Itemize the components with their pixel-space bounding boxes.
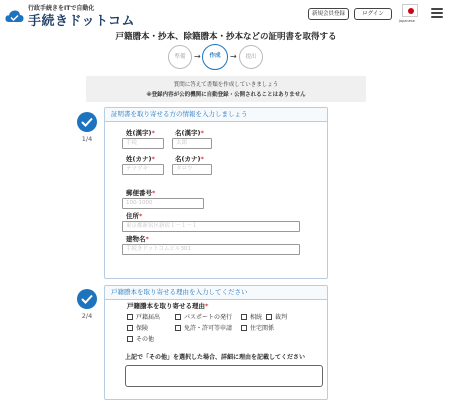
flag-circle: [408, 8, 414, 14]
notice-box: [86, 76, 366, 102]
japan-flag-icon[interactable]: [402, 4, 418, 17]
postal-code-input[interactable]: 100-1000: [122, 198, 204, 209]
first-name-kanji-label: 名(漢字)*: [175, 129, 204, 137]
building-label: 建物名*: [126, 235, 149, 243]
checkbox-box[interactable]: [175, 314, 181, 320]
section-complete-check-icon: [77, 289, 97, 309]
step-prepare: 準備: [168, 45, 192, 69]
checkbox-box[interactable]: [266, 314, 272, 320]
section-complete-check-icon: [77, 112, 97, 132]
cloud-logo-icon: [5, 9, 24, 23]
register-button[interactable]: 新規会員登録: [308, 8, 349, 20]
step-arrow-icon: →: [230, 52, 237, 61]
step-arrow-icon: →: [194, 52, 201, 61]
first-name-kanji-input[interactable]: 太郎: [172, 138, 212, 149]
section-heading: 証明書を取り寄せる方の情報を入力しましょう: [105, 108, 327, 122]
checkbox-box[interactable]: [241, 314, 247, 320]
reason-label: 戸籍謄本を取り寄せる理由*: [127, 302, 209, 310]
section-heading: 戸籍謄本を取り寄せる理由を入力してください: [105, 286, 327, 300]
section-progress: 2/4: [81, 312, 93, 320]
other-reason-textarea[interactable]: [125, 365, 323, 387]
site-header: [0, 0, 452, 28]
logo-tagline: 行政手続きをITで自動化: [28, 5, 95, 12]
other-reason-prompt: 上記で「その他」を選択した場合、詳細に理由を記載してください: [125, 354, 306, 361]
checkbox-box[interactable]: [127, 325, 133, 331]
postal-code-label: 郵便番号*: [126, 189, 156, 197]
last-name-kana-label: 姓(カナ)*: [126, 155, 155, 163]
checkbox-koseki[interactable]: 戸籍届出: [127, 312, 160, 321]
checkbox-box[interactable]: [127, 314, 133, 320]
section-progress: 1/4: [81, 135, 93, 143]
first-name-kana-input[interactable]: タロウ: [172, 164, 212, 175]
checkbox-sonota[interactable]: その他: [127, 334, 154, 343]
last-name-kanji-label: 姓(漢字)*: [126, 129, 155, 137]
checkbox-box[interactable]: [241, 325, 247, 331]
checkbox-hoken[interactable]: 保険: [127, 323, 148, 332]
address-input[interactable]: 東京都新宿区新宿１－１－１: [122, 221, 300, 232]
notice-line: 質問に答えて書類を作成していきましょう: [173, 82, 279, 88]
last-name-kanji-input[interactable]: 手続: [122, 138, 164, 149]
checkbox-jutaku[interactable]: 住宅関係: [241, 323, 274, 332]
hamburger-menu-icon[interactable]: [431, 8, 443, 18]
step-create: 作成: [202, 44, 228, 70]
checkbox-saiban[interactable]: 裁判: [266, 312, 287, 321]
first-name-kana-label: 名(カナ)*: [175, 155, 204, 163]
checkbox-box[interactable]: [175, 325, 181, 331]
address-label: 住所*: [126, 212, 143, 220]
login-button[interactable]: ログイン: [354, 8, 392, 20]
step-submit: 提出: [239, 45, 263, 69]
brand-name[interactable]: 手続きドットコム: [28, 14, 135, 29]
language-label: Japanese: [399, 19, 415, 23]
checkbox-souzoku[interactable]: 相続: [241, 312, 262, 321]
last-name-kana-input[interactable]: テツヅキ: [122, 164, 164, 175]
checkbox-box[interactable]: [127, 336, 133, 342]
checkbox-menkyo[interactable]: 免許・許可等申請: [175, 323, 232, 332]
checkbox-passport[interactable]: パスポートの発行: [175, 312, 232, 321]
building-input[interactable]: 手続きドットコムビル301: [122, 244, 300, 255]
page-title: 戸籍謄本・抄本、除籍謄本・抄本などの証明書を取得する: [115, 32, 337, 42]
notice-privacy-line: ※登録内容が公的機関に自動登録・公開されることはありません: [146, 92, 306, 98]
